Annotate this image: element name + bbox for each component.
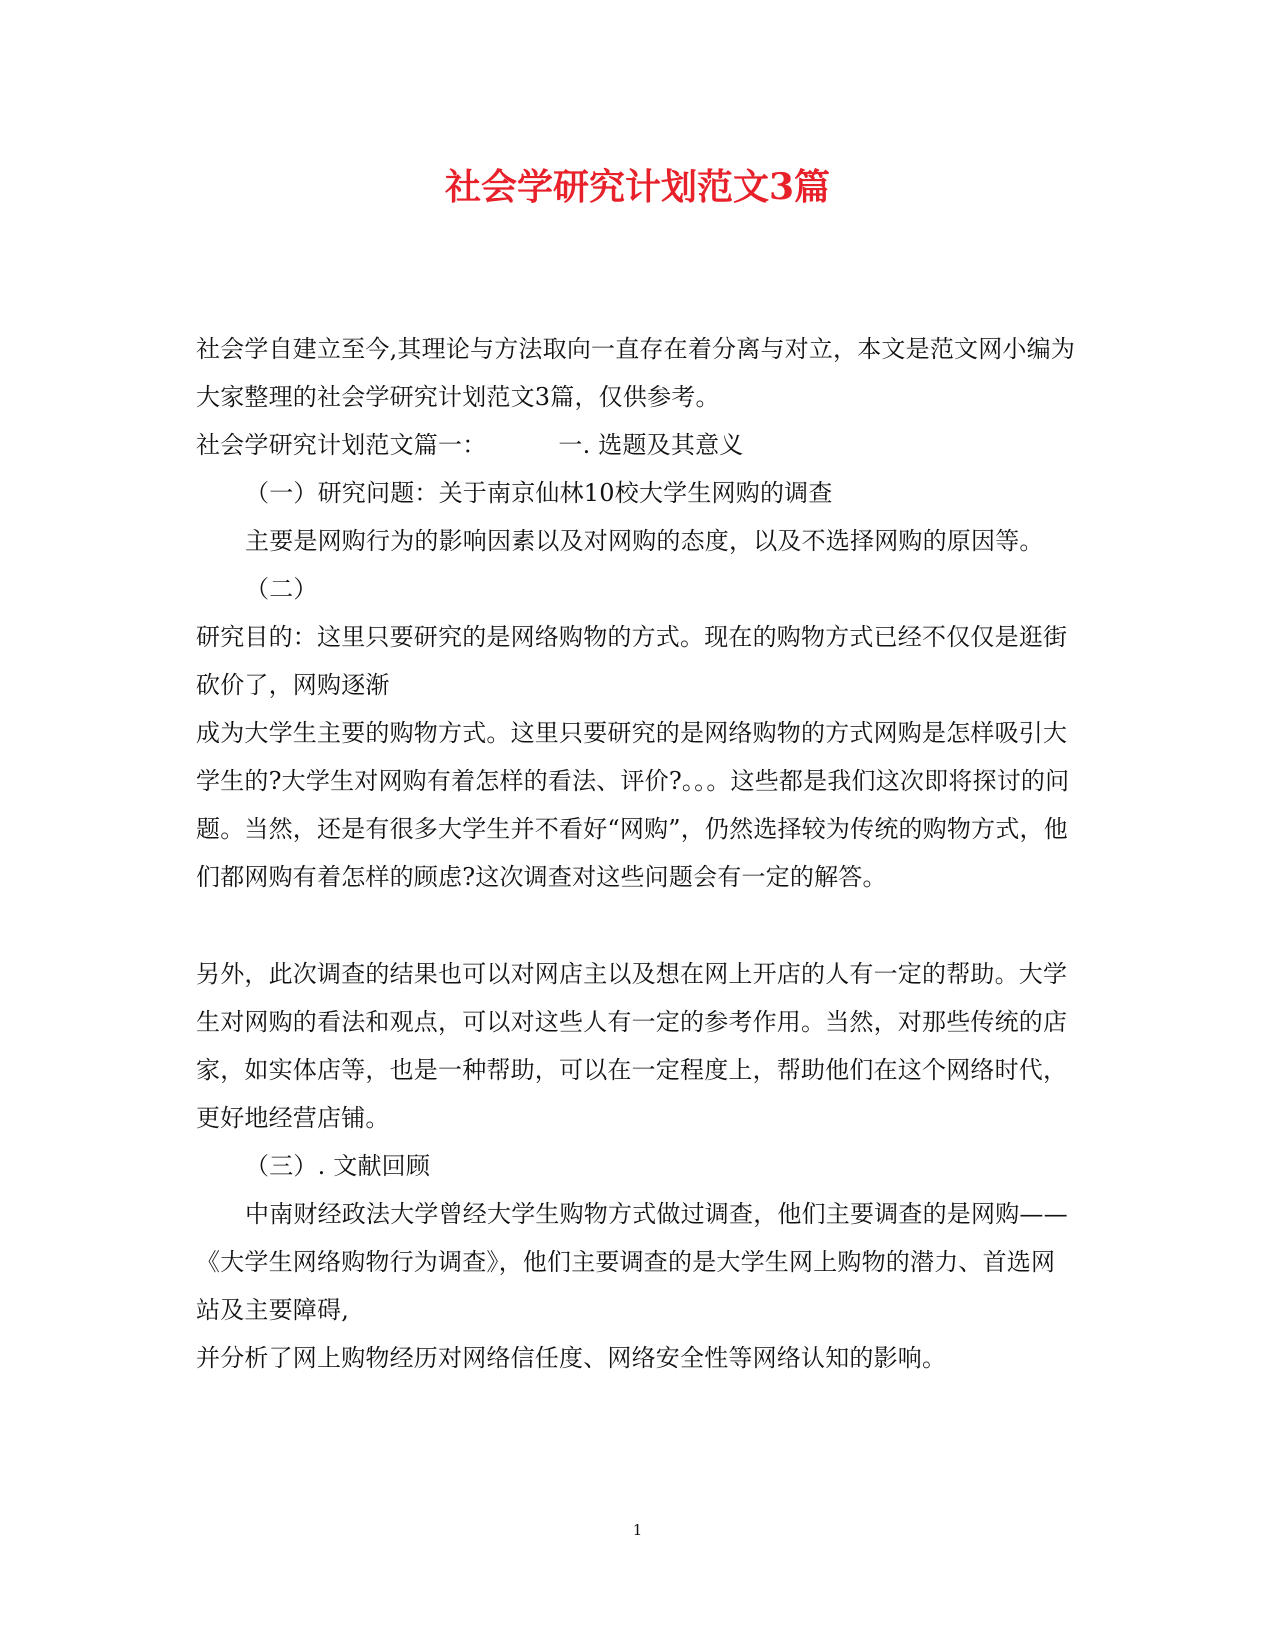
section-heading: 社会学研究计划范文篇一： bbox=[196, 431, 487, 459]
section-heading-line bbox=[196, 421, 1076, 469]
additional-benefit-paragraph: 另外，此次调查的结果也可以对网店主以及想在网上开店的人有一定的帮助。大学生对网购的看法和观点，可以对这些人有一定的参考作用。当然，对那些传统的店家，如实体店等，也是一种帮助，可以在一定程度上，帮助他们在这个网络时代，更好地经营店铺。 bbox=[196, 960, 1068, 1132]
literature-review-conclusion: 并分析了网上购物经历对网络信任度、网络安全性等网络认知的影响。 bbox=[196, 1344, 947, 1372]
research-focus-paragraph: 主要是网购行为的影响因素以及对网购的态度，以及不选择网购的原因等。 bbox=[245, 527, 1044, 555]
research-purpose-paragraph: 研究目的：这里只要研究的是网络购物的方式。现在的购物方式已经不仅仅是逛街砍价了，网购逐渐 bbox=[196, 623, 1068, 699]
subsection-heading: 一. 选题及其意义 bbox=[558, 431, 744, 459]
document-body bbox=[196, 325, 1076, 1382]
subsection-two-label: （二） bbox=[245, 575, 318, 603]
page-number: 1 bbox=[632, 1521, 643, 1539]
literature-review-paragraph: 中南财经政法大学曾经大学生购物方式做过调查，他们主要调查的是网购—— bbox=[245, 1200, 1068, 1228]
research-question: （一）研究问题：关于南京仙林10校大学生网购的调查 bbox=[245, 479, 833, 507]
document-title: 社会学研究计划范文3篇 bbox=[444, 166, 831, 208]
research-purpose-continued: 成为大学生主要的购物方式。这里只要研究的是网络购物的方式网购是怎样吸引大学生的?大学生对网购有着怎样的看法、评价?。。。这些都是我们这次即将探讨的问题。当然，还是有很多大学生并不看好“网购”，仍然选择较为传统的购物方式，他们都网购有着怎样的顾虑?这次调查对这些问题会有一定的解答。 bbox=[196, 719, 1070, 891]
literature-review-title-line: 《大学生网络购物行为调查》，他们主要调查的是大学生网上购物的潜力、首选网站及主要障碍, bbox=[196, 1248, 1056, 1324]
literature-review-heading: （三）. 文献回顾 bbox=[245, 1152, 431, 1180]
intro-paragraph: 社会学自建立至今,其理论与方法取向一直存在着分离与对立，本文是范文网小编为大家整理的社会学研究计划范文3篇，仅供参考。 bbox=[196, 335, 1076, 411]
